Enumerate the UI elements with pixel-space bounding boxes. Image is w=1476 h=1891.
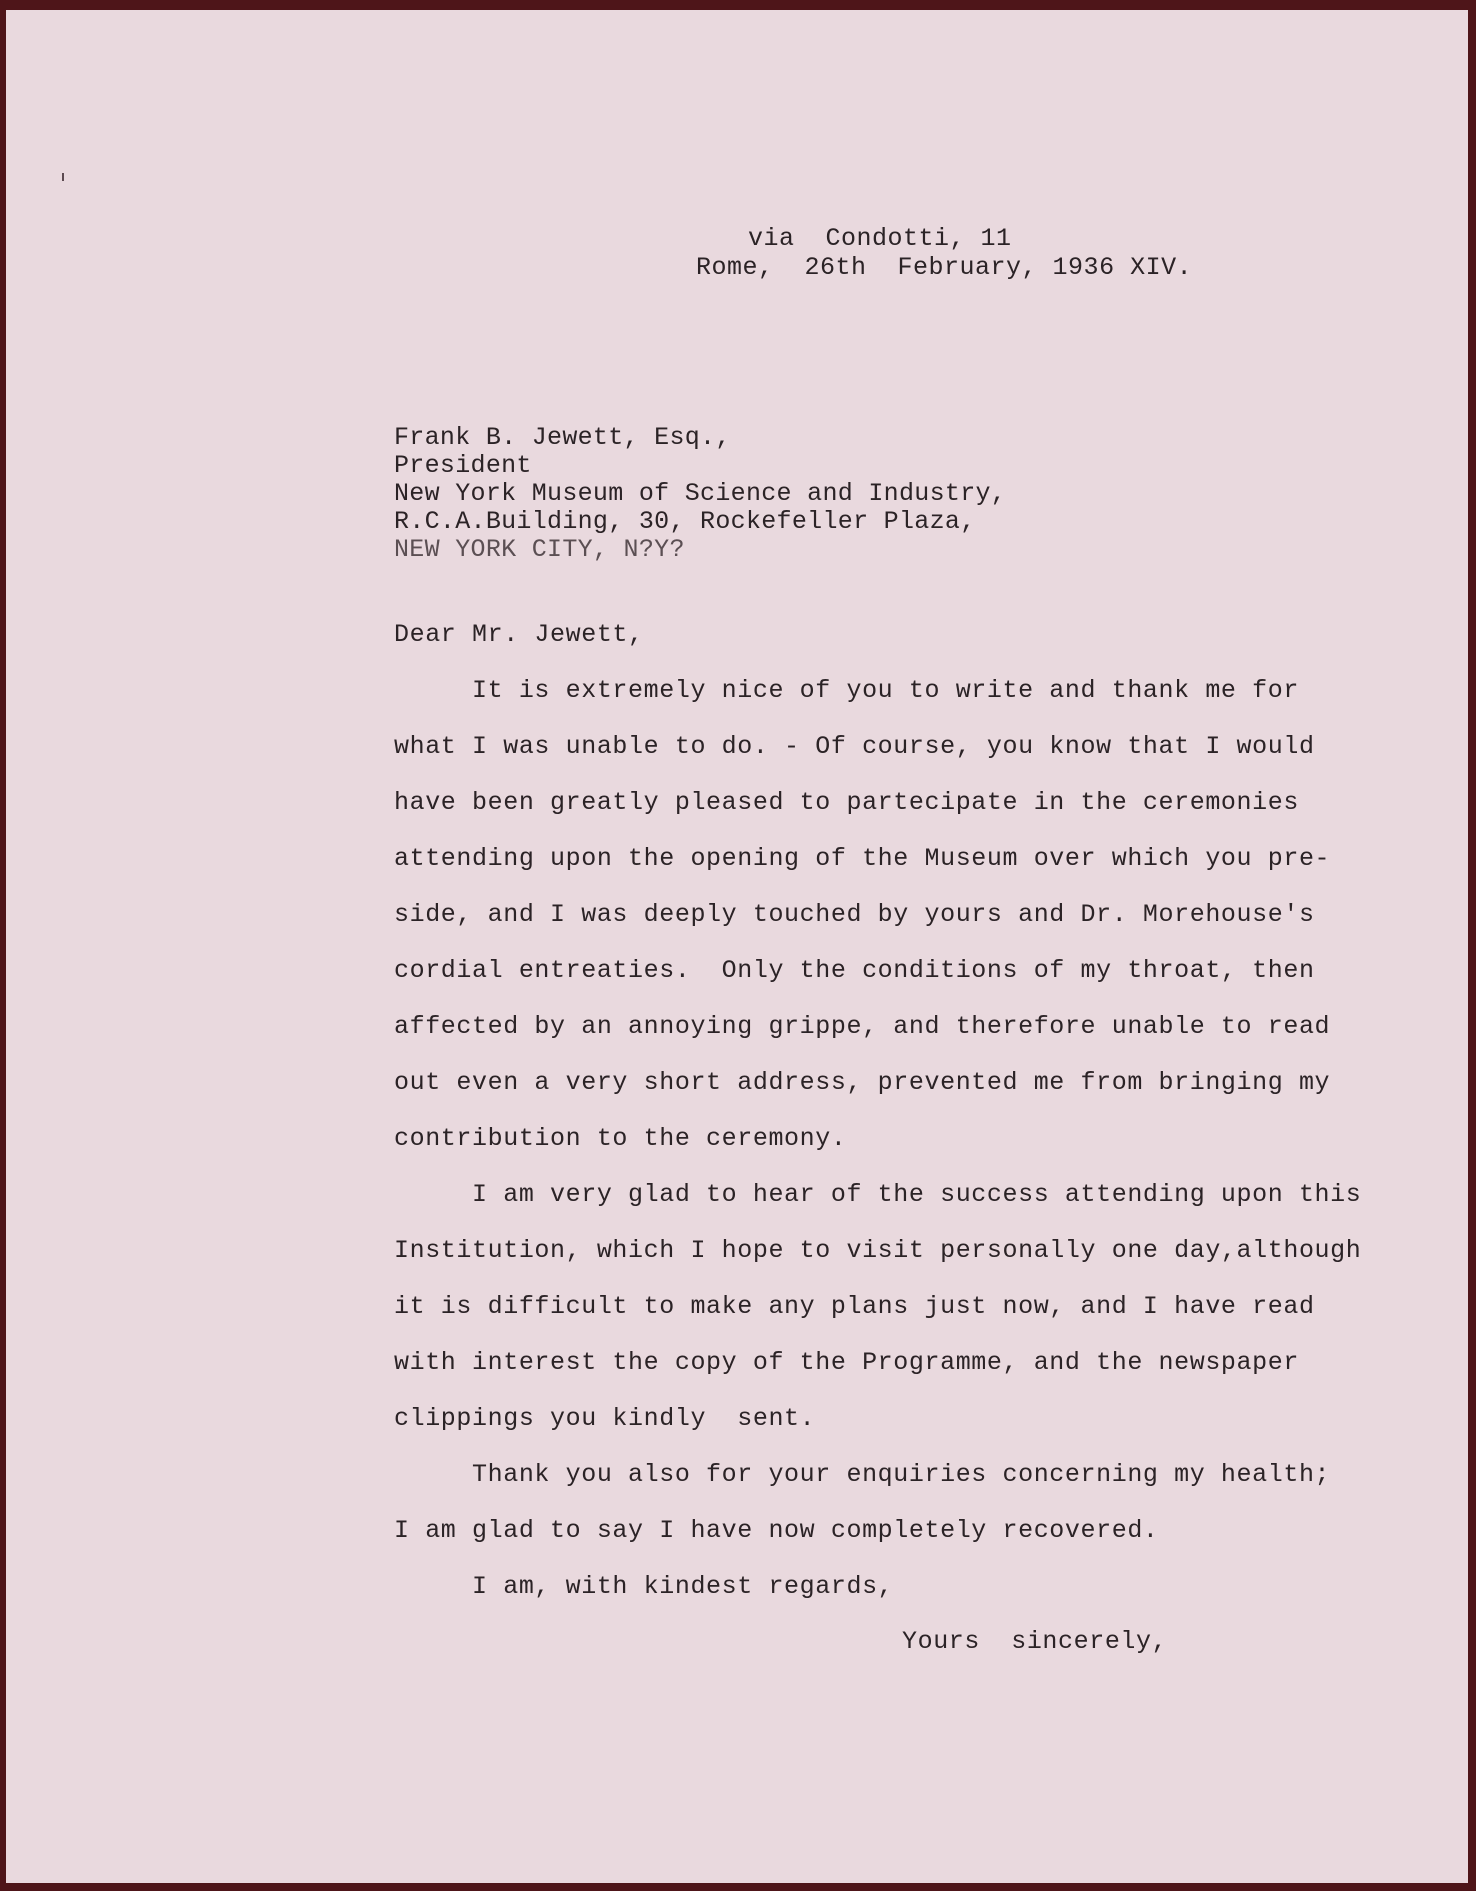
- salutation: Dear Mr. Jewett,: [394, 620, 644, 649]
- recipient-line: R.C.A.Building, 30, Rockefeller Plaza,: [394, 507, 976, 536]
- body-line: It is extremely nice of you to write and thank me for: [394, 676, 1299, 705]
- body-line: side, and I was deeply touched by yours and Dr. Morehouse's: [394, 900, 1315, 929]
- recipient-line: Frank B. Jewett, Esq.,: [394, 423, 731, 452]
- body-line: it is difficult to make any plans just now, and I have read: [394, 1292, 1315, 1321]
- stray-mark: [62, 173, 64, 181]
- recipient-line: President: [394, 451, 532, 480]
- recipient-line: New York Museum of Science and Industry,: [394, 479, 1007, 508]
- body-line: attending upon the opening of the Museum over which you pre-: [394, 844, 1331, 873]
- body-line: cordial entreaties. Only the conditions of my throat, then: [394, 956, 1315, 985]
- body-line: out even a very short address, prevented me from bringing my: [394, 1068, 1331, 1097]
- body-line: Thank you also for your enquiries concerning my health;: [394, 1460, 1331, 1489]
- body-line: what I was unable to do. - Of course, you know that I would: [394, 732, 1315, 761]
- letter-sheet: [6, 10, 1468, 1883]
- body-line: affected by an annoying grippe, and therefore unable to read: [394, 1012, 1331, 1041]
- body-line: Institution, which I hope to visit personally one day,although: [394, 1236, 1362, 1265]
- body-line: have been greatly pleased to partecipate in the ceremonies: [394, 788, 1299, 817]
- letterhead-street: via Condotti, 11: [748, 224, 1012, 253]
- body-line: I am very glad to hear of the success attending upon this: [394, 1180, 1362, 1209]
- body-line: contribution to the ceremony.: [394, 1124, 847, 1153]
- closing: Yours sincerely,: [902, 1627, 1168, 1656]
- recipient-line: NEW YORK CITY, N?Y?: [394, 535, 685, 564]
- body-line: I am, with kindest regards,: [394, 1572, 894, 1601]
- letterhead-date: Rome, 26th February, 1936 XIV.: [696, 253, 1193, 282]
- body-line: clippings you kindly sent.: [394, 1404, 816, 1433]
- body-line: I am glad to say I have now completely recovered.: [394, 1516, 1159, 1545]
- body-line: with interest the copy of the Programme, and the newspaper: [394, 1348, 1299, 1377]
